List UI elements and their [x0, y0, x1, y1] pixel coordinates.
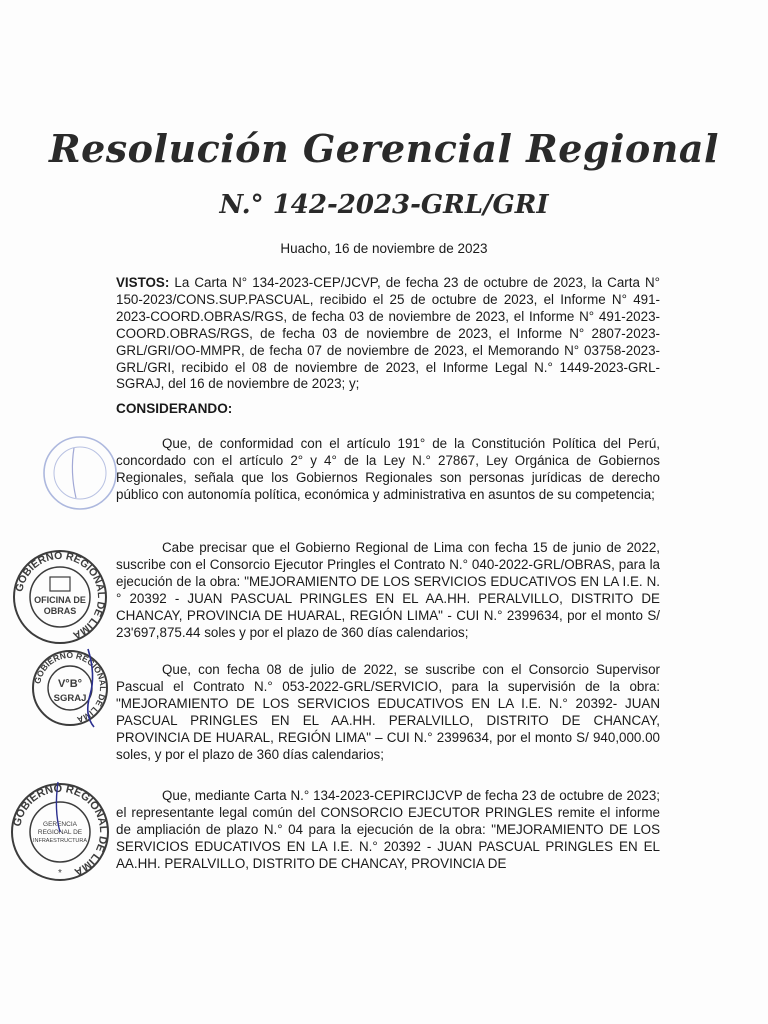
considerando-heading: CONSIDERANDO: — [116, 401, 233, 416]
star-icon: * — [58, 868, 62, 879]
faint-seal-icon — [40, 432, 120, 514]
stamp-ring-text: GOBIERNO REGIONAL DE LIMA — [32, 649, 109, 726]
stamp-inner-text: SGRAJ — [53, 693, 87, 704]
vistos-section — [116, 275, 660, 393]
stamp-inner-text: OFICINA DE — [34, 595, 86, 605]
paragraph-text: Que, de conformidad con el artículo 191° de la Constitución Política del Perú, concordado con el artículo 2° y 4° de la Ley N.° 27867, Ley Orgánica de Gobiernos Regionales, señala que los Gobiernos Regionales son personas jurídicas de derecho público con autonomía política, económica y administrativa en asuntos de su competencia; — [116, 436, 660, 502]
paragraph-3 — [116, 662, 660, 763]
stamp-inner-text: OBRAS — [43, 606, 77, 616]
stamp-ring-text: GOBIERNO REGIONAL DE LIMA — [11, 782, 110, 878]
date-line: Huacho, 16 de noviembre de 2023 — [280, 241, 488, 256]
paragraph-2 — [116, 540, 660, 641]
paragraph-text: Cabe precisar que el Gobierno Regional de Lima con fecha 15 de junio de 2022, suscribe con el Consorcio Ejecutor Pringles el Contrato N.° 040-2022-GRL/OBRAS, para la ejecución de la obra: "MEJORAMIENTO DE LOS SERVICIOS EDUCATIVOS EN LA I.E. N.° 20392 - JUAN PASCUAL PRINGLES EN EL AA.HH. PERALVILLO, DISTRITO DE CHANCAY, PROVINCIA DE HUARAL, REGIÓN LIMA" - CUI N.° 2399634, por el monto S/ 23'697,875.44 soles y por el plazo de 360 días calendarios; — [116, 540, 660, 640]
paragraph-text: Que, mediante Carta N.° 134-2023-CEPIRCIJCVP de fecha 23 de octubre de 2023; el representante legal común del CONSORCIO EJECUTOR PRINGLES remite el informe de ampliación de plazo N.° 04 para la ejecución de la obra: "MEJORAMIENTO DE LOS SERVICIOS EDUCATIVOS EN LA I.E. N.° 20392 - JUAN PASCUAL PRINGLES EN EL AA.HH. PERALVILLO, DISTRITO DE CHANCAY, PROVINCIA DE — [116, 788, 660, 871]
stamp-ring-text: GOBIERNO REGIONAL DE LIMA — [13, 549, 108, 642]
stamp-inner-text: GERENCIA — [43, 821, 77, 828]
paragraph-text: Que, con fecha 08 de julio de 2022, se suscribe con el Consorcio Supervisor Pascual el Contrato N.° 053-2022-GRL/SERVICIO, para la supervisión de la obra: "MEJORAMIENTO DE LOS SERVICIOS EDUCATIVOS EN LA I.E. N.° 20392- JUAN PASCUAL PRINGLES EN EL AA.HH. PERALVILLO, DISTRITO DE CHANCAY, PROVINCIA DE HUARAL, REGIÓN LIMA" – CUI N.° 2399634, por el monto S/ 940,000.00 soles, y por el plazo de 360 días calendarios; — [116, 662, 660, 762]
resolution-number: N.° 142-2023-GRL/GRI — [219, 190, 549, 220]
stamp-inner-text: INFRAESTRUCTURA — [32, 838, 88, 844]
paragraph-4 — [116, 788, 660, 873]
sgraj-stamp-icon — [30, 645, 110, 729]
document-title: Resolución Gerencial Regional — [49, 126, 719, 171]
vistos-label: VISTOS: — [116, 275, 170, 290]
stamp-inner-text: REGIONAL DE — [37, 829, 83, 836]
vistos-text: La Carta N° 134-2023-CEP/JCVP, de fecha 23 de octubre de 2023, la Carta N° 150-2023/CONS.SUP.PASCUAL, recibido el 25 de octubre de 2023, el Informe N° 491-2023-COORD.OBRAS/RGS, de fecha 03 de noviembre de 2023, el Informe N° 491-2023-COORD.OBRAS/RGS, de fecha 03 de noviembre de 2023, el Informe N° 2807-2023-GRL/GRI/OO-MMPR, de fecha 07 de noviembre de 2023, el Memorando N° 03758-2023-GRL/GRI, recibido el 08 de noviembre de 2023, el Informe Legal N.° 1449-2023-GRL-SGRAJ, del 16 de noviembre de 2023; y; — [116, 275, 660, 392]
stamp-inner-text: V°B° — [57, 678, 83, 690]
paragraph-1 — [116, 436, 660, 504]
infraestructura-stamp-icon — [8, 780, 112, 884]
obras-stamp-icon — [10, 547, 110, 647]
